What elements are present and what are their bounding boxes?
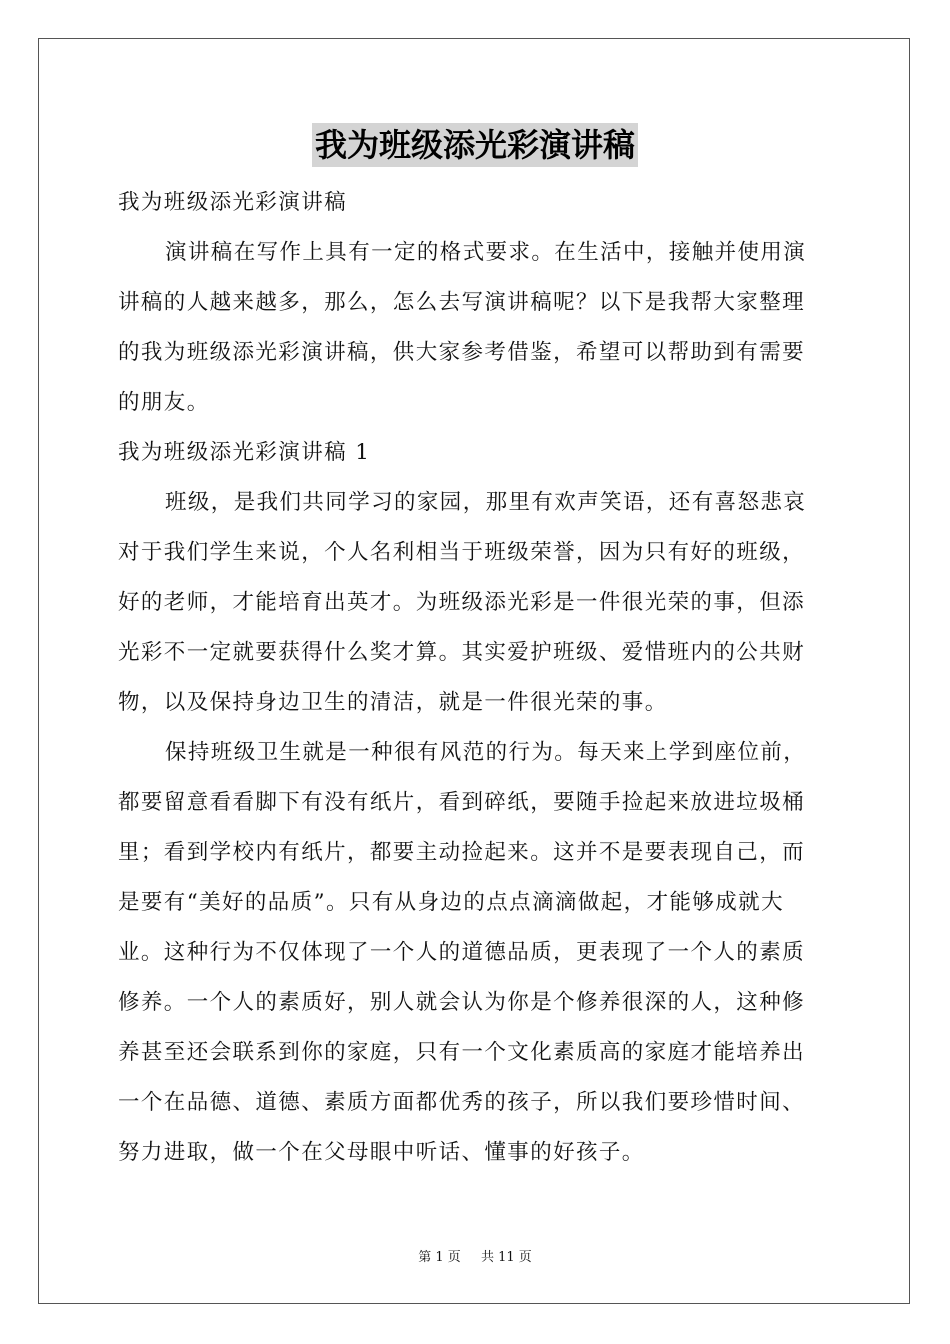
text-line: 保持班级卫生就是一种很有风范的行为。每天来上学到座位前， bbox=[165, 740, 807, 765]
document-title: 我为班级添光彩演讲稿 bbox=[312, 123, 638, 167]
text-line: 一个在品德、道德、素质方面都优秀的孩子，所以我们要珍惜时间、 bbox=[118, 1090, 806, 1115]
text-line: 是要有“美好的品质”。只有从身边的点点滴滴做起，才能够成就大 bbox=[118, 890, 784, 915]
text-line: 我为班级添光彩演讲稿 bbox=[118, 190, 348, 215]
page-number-total: 共 11 页 bbox=[480, 1250, 532, 1265]
page-footer bbox=[0, 1246, 950, 1265]
text-line: 业。这种行为不仅体现了一个人的道德品质，更表现了一个人的素质 bbox=[118, 940, 806, 965]
title-container bbox=[0, 123, 950, 167]
text-line: 修养。一个人的素质好，别人就会认为你是个修养很深的人，这种修 bbox=[118, 990, 806, 1015]
text-line: 光彩不一定就要获得什么奖才算。其实爱护班级、爱惜班内的公共财 bbox=[118, 640, 806, 665]
text-line: 演讲稿在写作上具有一定的格式要求。在生活中，接触并使用演 bbox=[165, 240, 807, 265]
text-line: 努力进取，做一个在父母眼中听话、懂事的好孩子。 bbox=[118, 1140, 645, 1165]
document-body bbox=[118, 178, 834, 1178]
text-line: 养甚至还会联系到你的家庭，只有一个文化素质高的家庭才能培养出 bbox=[118, 1040, 806, 1065]
text-line: 好的老师，才能培育出英才。为班级添光彩是一件很光荣的事，但添 bbox=[118, 590, 806, 615]
text-line: 对于我们学生来说，个人名利相当于班级荣誉，因为只有好的班级， bbox=[118, 540, 806, 565]
text-line: 我为班级添光彩演讲稿 1 bbox=[118, 440, 371, 465]
text-line: 班级，是我们共同学习的家园，那里有欢声笑语，还有喜怒悲哀 bbox=[165, 490, 807, 515]
text-line: 都要留意看看脚下有没有纸片，看到碎纸，要随手捡起来放进垃圾桶 bbox=[118, 790, 806, 815]
text-line: 的朋友。 bbox=[118, 390, 210, 415]
text-line: 物，以及保持身边卫生的清洁，就是一件很光荣的事。 bbox=[118, 690, 668, 715]
text-line: 的我为班级添光彩演讲稿，供大家参考借鉴，希望可以帮助到有需要 bbox=[118, 340, 806, 365]
text-line: 里；看到学校内有纸片，都要主动捡起来。这并不是要表现自己，而 bbox=[118, 840, 806, 865]
page-number-current: 第 1 页 bbox=[418, 1250, 461, 1265]
text-line: 讲稿的人越来越多，那么，怎么去写演讲稿呢？以下是我帮大家整理 bbox=[118, 290, 806, 315]
